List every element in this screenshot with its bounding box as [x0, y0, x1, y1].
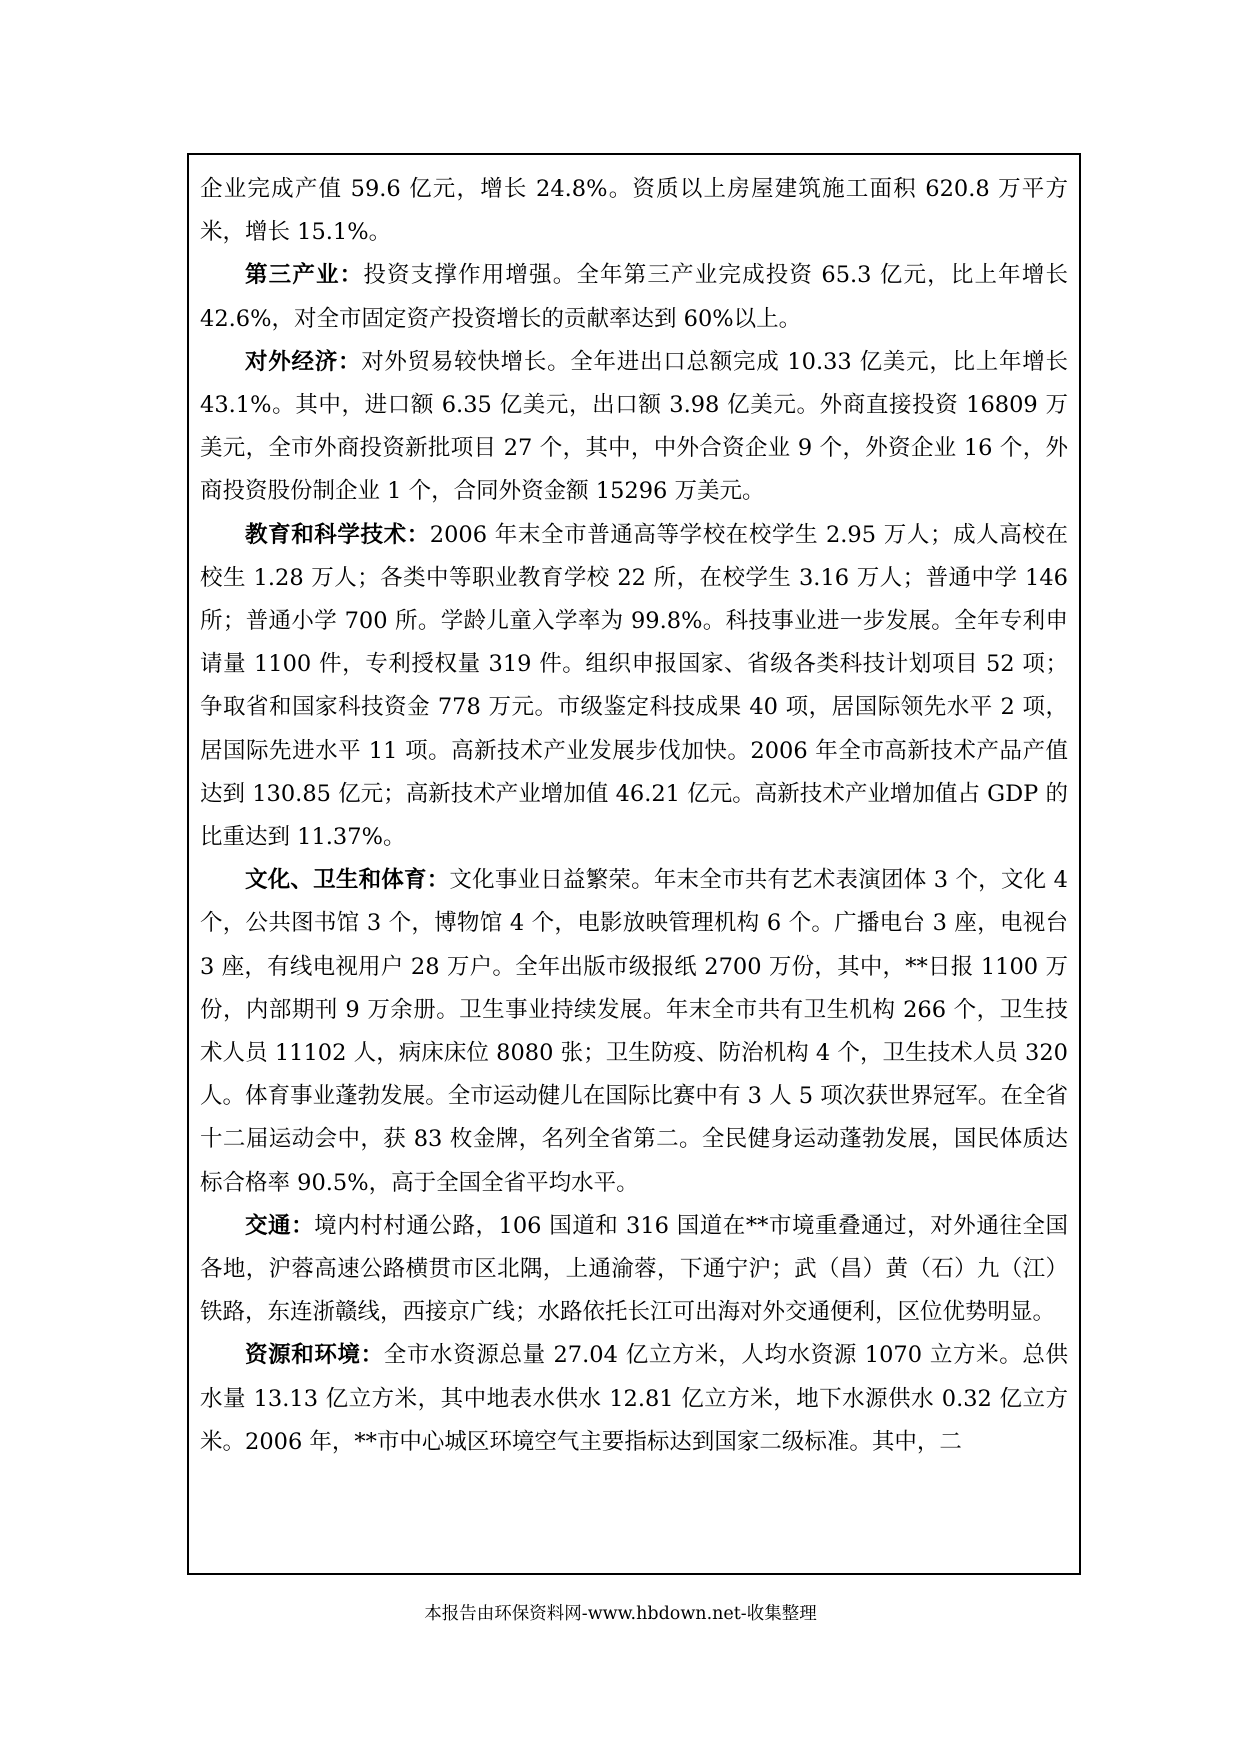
paragraph-text: 企业完成产值 59.6 亿元，增长 24.8%。资质以上房屋建筑施工面积 620.8 万平方米，增长 15.1%。 [200, 176, 1068, 246]
paragraph-text: 对外贸易较快增长。全年进出口总额完成 10.33 亿美元，比上年增长 43.1%。其中，进口额 6.35 亿美元，出口额 3.98 亿美元。外商直接投资 16809 万美元，全市外商投资新批项目 27 个，其中，中外合资企业 9 个，外资企业 16 个，外商投资股份制企业 1 个，合同外资金额 15296 万美元。 [200, 348, 1068, 505]
paragraph-text: 文化事业日益繁荣。年末全市共有艺术表演团体 3 个，文化 4 个，公共图书馆 3 个，博物馆 4 个，电影放映管理机构 6 个。广播电台 3 座，电视台 3 座，有线电视用户 28 万户。全年出版市级报纸 2700 万份，其中，**日报 1100 万份，内部期刊 9 万余册。卫生事业持续发展。年末全市共有卫生机构 266 个，卫生技术人员 11102 人，病床床位 8080 张；卫生防疫、防治机构 4 个，卫生技术人员 320 人。体育事业蓬勃发展。全市运动健儿在国际比赛中有 3 人 5 项次获世界冠军。在全省十二届运动会中，获 83 枚金牌，名列全省第二。全民健身运动蓬勃发展，国民体质达标合格率 90.5%，高于全国全省平均水平。 [200, 867, 1068, 1196]
content-frame [187, 153, 1081, 1575]
paragraph-foreign-economy [200, 341, 1068, 514]
page-footer: 本报告由环保资料网-www.hbdown.net-收集整理 [424, 1604, 817, 1624]
paragraph-education-technology [200, 514, 1068, 860]
paragraph-text: 全市水资源总量 27.04 亿立方米，人均水资源 1070 立方米。总供水量 13.13 亿立方米，其中地表水供水 12.81 亿立方米，地下水源供水 0.32 亿立方米。2006 年，**市中心城区环境空气主要指标达到国家二级标准。其中，二 [200, 1342, 1068, 1455]
section-heading: 对外经济： [245, 348, 362, 375]
paragraph-resources-environment [200, 1334, 1068, 1464]
section-heading: 文化、卫生和体育： [245, 867, 450, 894]
paragraph-construction [200, 168, 1068, 254]
paragraph-transportation [200, 1205, 1068, 1335]
section-heading: 交通： [245, 1212, 315, 1239]
paragraph-culture-health-sports [200, 859, 1068, 1205]
paragraph-text: 2006 年末全市普通高等学校在校学生 2.95 万人；成人高校在校生 1.28 万人；各类中等职业教育学校 22 所，在校学生 3.16 万人；普通中学 146 所；普通小学 700 所。学龄儿童入学率为 99.8%。科技事业进一步发展。全年专利申请量 1100 件，专利授权量 319 件。组织申报国家、省级各类科技计划项目 52 项；争取省和国家科技资金 778 万元。市级鉴定科技成果 40 项，居国际领先水平 2 项，居国际先进水平 11 项。高新技术产业发展步伐加快。2006 年全市高新技术产品产值达到 130.85 亿元；高新技术产业增加值 46.21 亿元。高新技术产业增加值占 GDP 的比重达到 11.37%。 [200, 521, 1068, 851]
section-heading: 资源和环境： [245, 1342, 384, 1369]
paragraph-text: 境内村村通公路，106 国道和 316 国道在**市境重叠通过，对外通往全国各地，沪蓉高速公路横贯市区北隅，上通渝蓉，下通宁沪；武（昌）黄（石）九（江）铁路，东连浙赣线，西接京广线；水路依托长江可出海对外交通便利，区位优势明显。 [200, 1212, 1068, 1326]
section-heading: 教育和科学技术： [245, 521, 430, 548]
paragraph-text: 投资支撑作用增强。全年第三产业完成投资 65.3 亿元，比上年增长 42.6%，对全市固定资产投资增长的贡献率达到 60%以上。 [200, 262, 1068, 332]
report-body [200, 168, 1068, 1464]
paragraph-tertiary-industry [200, 254, 1068, 340]
section-heading: 第三产业： [245, 262, 364, 289]
